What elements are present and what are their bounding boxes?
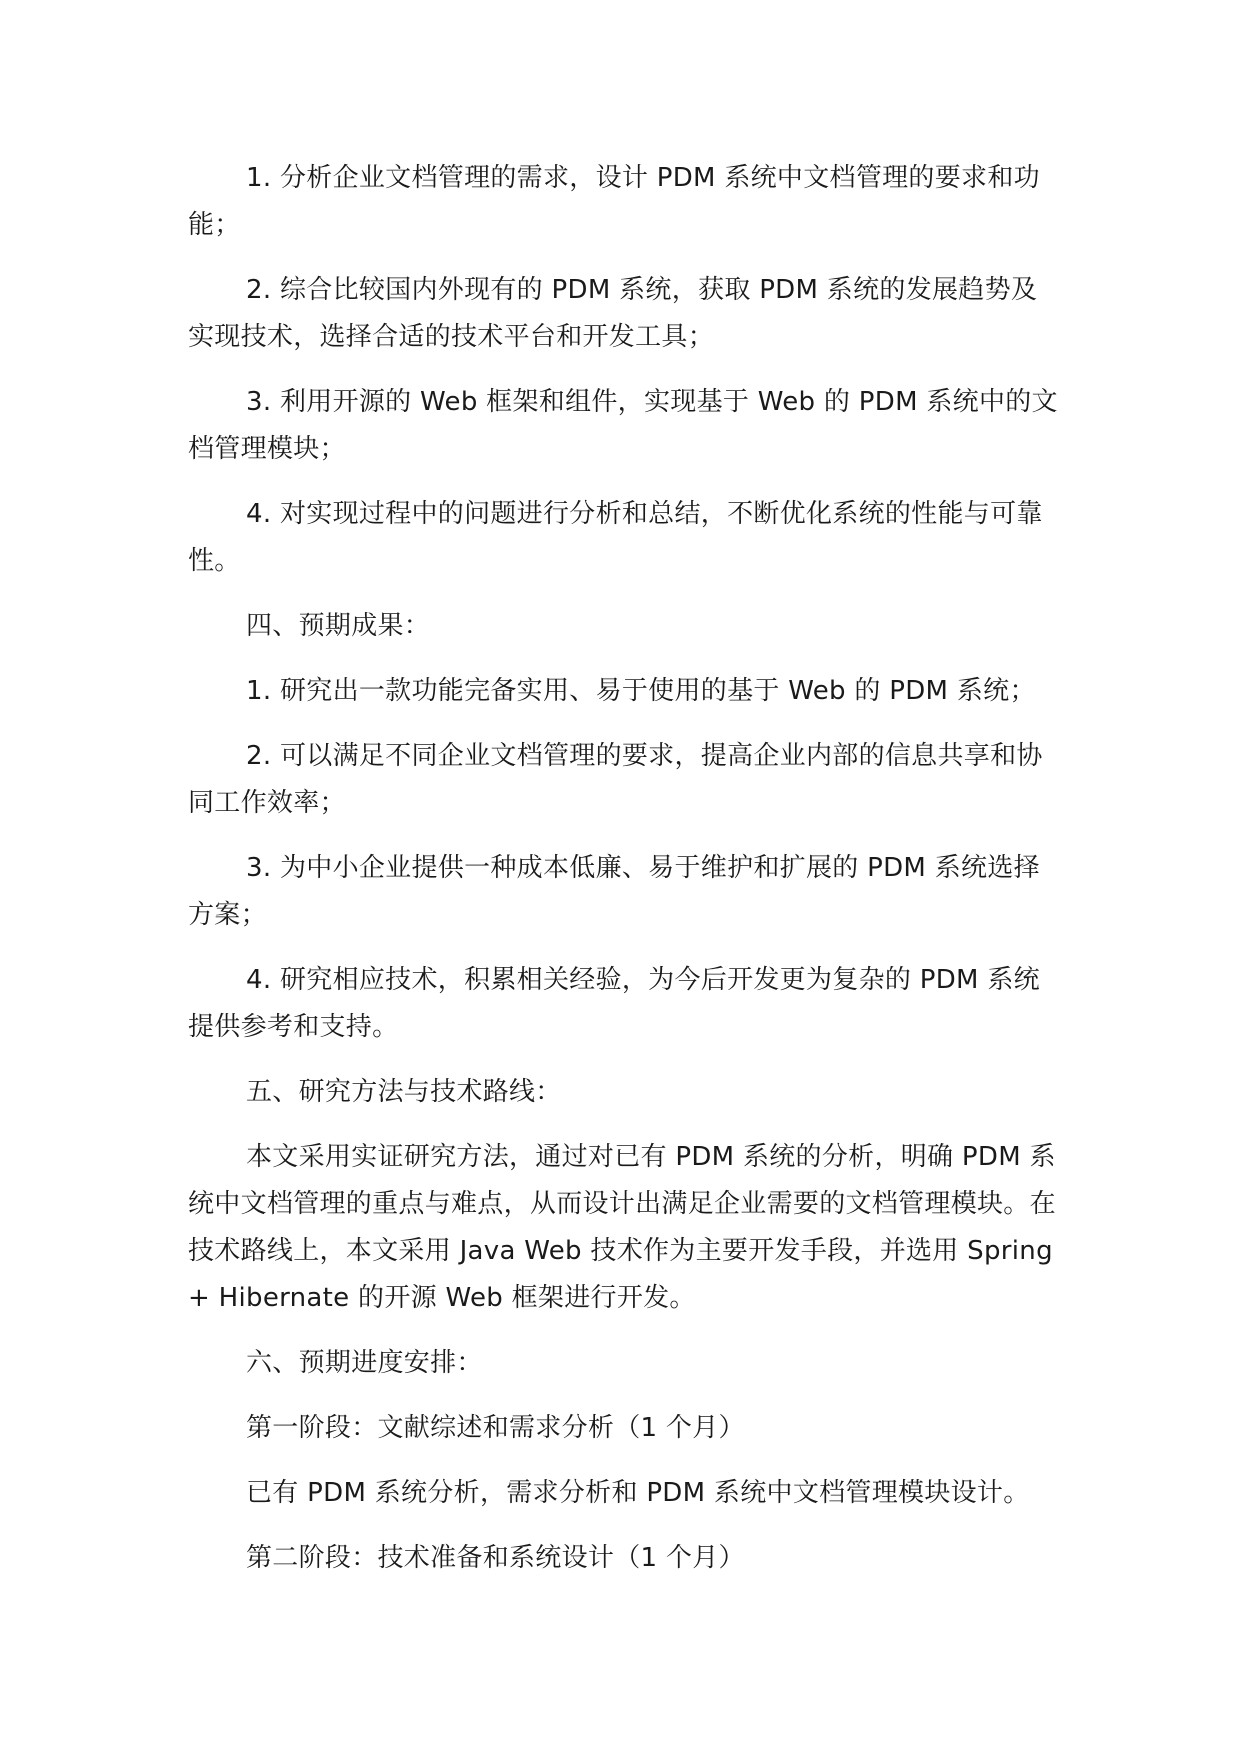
paragraph-goal-2: 2. 综合比较国内外现有的 PDM 系统，获取 PDM 系统的发展趋势及实现技术，选择合适的技术平台和开发工具； xyxy=(188,275,1038,352)
paragraph-result-4: 4. 研究相应技术，积累相关经验，为今后开发更为复杂的 PDM 系统提供参考和支持。 xyxy=(188,965,1040,1042)
schedule-phase-1-detail: 已有 PDM 系统分析，需求分析和 PDM 系统中文档管理模块设计。 xyxy=(246,1478,1030,1508)
paragraph-goal-3: 3. 利用开源的 Web 框架和组件，实现基于 Web 的 PDM 系统中的文档管理模块； xyxy=(188,387,1058,464)
paragraph-methods: 本文采用实证研究方法，通过对已有 PDM 系统的分析，明确 PDM 系统中文档管理的重点与难点，从而设计出满足企业需要的文档管理模块。在技术路线上，本文采用 Java Web 技术作为主要开发手段，并选用 Spring + Hibernate 的开源 Web 框架进行开发。 xyxy=(188,1142,1056,1313)
paragraph-result-1: 1. 研究出一款功能完备实用、易于使用的基于 Web 的 PDM 系统； xyxy=(246,676,1036,706)
schedule-phase-2-title: 第二阶段：技术准备和系统设计（1 个月） xyxy=(246,1543,745,1573)
schedule-phase-1-title: 第一阶段：文献综述和需求分析（1 个月） xyxy=(246,1413,745,1443)
paragraph-goal-1: 1. 分析企业文档管理的需求，设计 PDM 系统中文档管理的要求和功能； xyxy=(188,163,1040,240)
section-heading-expected-results: 四、预期成果： xyxy=(246,611,431,641)
section-heading-methods: 五、研究方法与技术路线： xyxy=(246,1077,562,1107)
paragraph-result-2: 2. 可以满足不同企业文档管理的要求，提高企业内部的信息共享和协同工作效率； xyxy=(188,741,1043,818)
section-heading-schedule: 六、预期进度安排： xyxy=(246,1348,483,1378)
paragraph-result-3: 3. 为中小企业提供一种成本低廉、易于维护和扩展的 PDM 系统选择方案； xyxy=(188,853,1040,930)
paragraph-goal-4: 4. 对实现过程中的问题进行分析和总结，不断优化系统的性能与可靠性。 xyxy=(188,499,1043,576)
document-body xyxy=(188,155,1058,1600)
